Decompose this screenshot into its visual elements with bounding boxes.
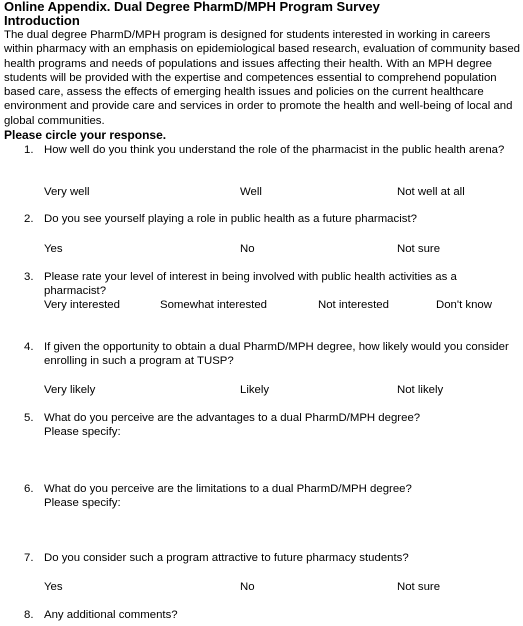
response-option[interactable]: Not likely	[397, 384, 444, 396]
section-heading-introduction: Introduction	[4, 13, 80, 28]
question-text: Any additional comments?	[44, 609, 178, 621]
question-number: 6.	[24, 483, 34, 495]
response-option[interactable]: Well	[240, 186, 262, 198]
question-number: 7.	[24, 552, 34, 564]
question-text: What do you perceive are the limitations to a dual PharmD/MPH degree?	[44, 483, 412, 495]
question-text: How well do you think you understand the role of the pharmacist in the public health arena?	[44, 144, 505, 156]
response-option[interactable]: No	[240, 243, 255, 255]
question-text: Do you consider such a program attractive to future pharmacy students?	[44, 552, 409, 564]
response-option[interactable]: Yes	[44, 243, 63, 255]
question-number: 5.	[24, 412, 34, 424]
introduction-paragraph: The dual degree PharmD/MPH program is designed for students interested in working in careers within pharmacy with an emphasis on epidemiological based research, evaluation of community based health programs and needs of populations and issues affecting their health. With an MPH degree students will be provided with the expertise and competences essential to comprehend population based care, assess the effects of emerging health issues and policies on the current healthcare environment and provide care and services in order to promote the health and well-being of local and global communities.	[4, 29, 521, 127]
question-text: Please rate your level of interest in being involved with public health activities as a pharmacist?	[44, 271, 457, 298]
question-number: 2.	[24, 213, 34, 225]
question-text: What do you perceive are the advantages to a dual PharmD/MPH degree?	[44, 412, 421, 424]
question-number: 1.	[24, 144, 34, 156]
question-number: 3.	[24, 271, 34, 283]
document-title: Online Appendix. Dual Degree PharmD/MPH Program Survey	[4, 0, 380, 14]
response-option[interactable]: Not well at all	[397, 186, 465, 198]
question-text: If given the opportunity to obtain a dual PharmD/MPH degree, how likely would you consider enrolling in such a program at TUSP?	[44, 341, 509, 368]
specify-prompt: Please specify:	[44, 497, 121, 509]
response-option[interactable]: Very well	[44, 186, 90, 198]
response-option[interactable]: Don't know	[436, 299, 492, 311]
question-text: Do you see yourself playing a role in public health as a future pharmacist?	[44, 213, 417, 225]
response-option[interactable]: Not sure	[397, 581, 441, 593]
response-option[interactable]: Yes	[44, 581, 63, 593]
response-option[interactable]: Not sure	[397, 243, 441, 255]
question-number: 8.	[24, 609, 34, 621]
specify-prompt: Please specify:	[44, 426, 121, 438]
response-option[interactable]: Very interested	[44, 299, 120, 311]
response-option[interactable]: No	[240, 581, 255, 593]
response-option[interactable]: Somewhat interested	[160, 299, 268, 311]
response-option[interactable]: Not interested	[318, 299, 389, 311]
question-number: 4.	[24, 341, 34, 353]
response-option[interactable]: Very likely	[44, 384, 96, 396]
response-option[interactable]: Likely	[240, 384, 270, 396]
instructions: Please circle your response.	[4, 128, 167, 142]
